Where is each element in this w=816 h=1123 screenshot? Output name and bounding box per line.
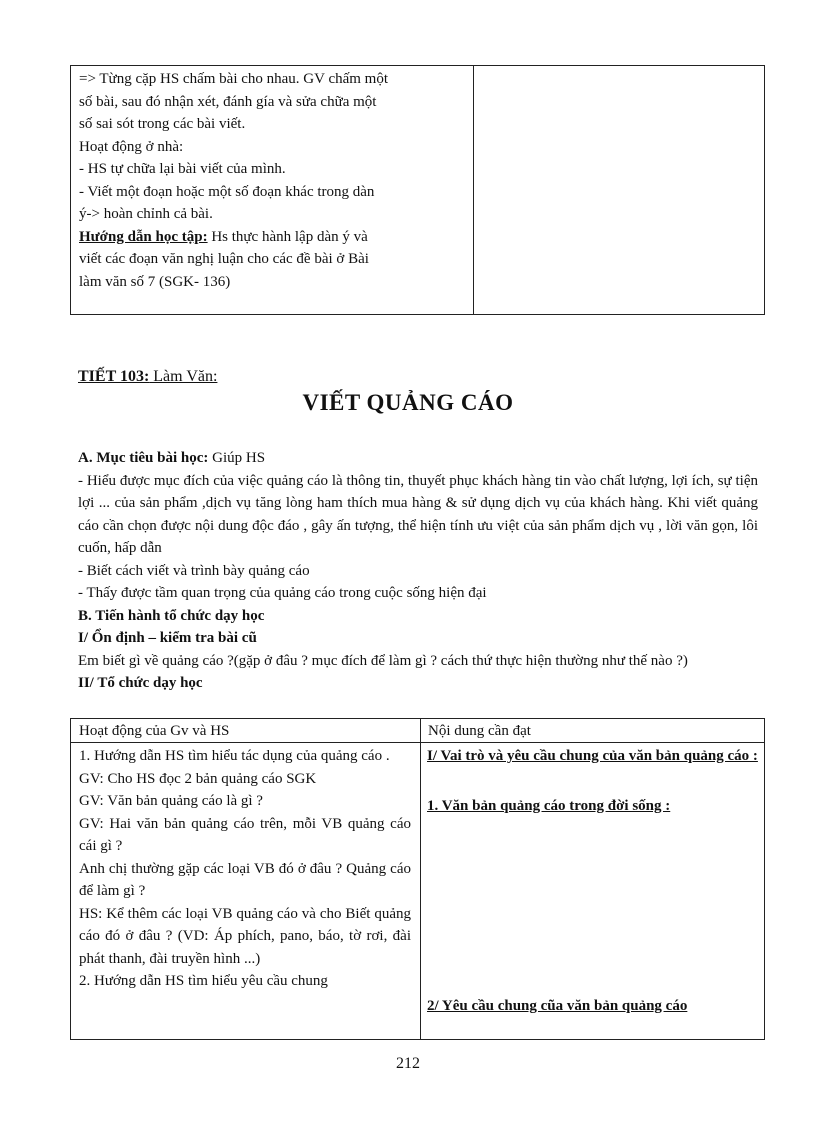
activity-paragraph: HS: Kể thêm các loại VB quảng cáo và cho Biết quảng cáo đó ở đâu ? (VD: Áp phích, pano, báo, tờ rơi, đài phát thanh, đài truyền hình ...) [79, 905, 411, 967]
column-header-activities: Hoạt động của Gv và HS [79, 723, 230, 739]
text-line: - HS tự chữa lại bài viết của mình. [79, 161, 286, 177]
text-line: => Từng cặp HS chấm bài cho nhau. GV chấm một [79, 71, 389, 87]
table-column-divider [473, 66, 474, 314]
lesson-table [70, 718, 765, 1040]
guide-label: Hướng dẫn học tập: [79, 228, 208, 245]
procedure-heading: B. Tiến hành tổ chức dạy học [78, 607, 265, 624]
guide-line [79, 226, 469, 249]
content-heading: I/ Vai trò và yêu cầu chung của văn bản quảng cáo : [427, 748, 758, 764]
page-number: 212 [396, 1055, 420, 1072]
text-line: Hoạt động ở nhà: [79, 138, 184, 155]
text-line: làm văn số 7 (SGK- 136) [79, 273, 231, 290]
text-line: viết các đoạn văn nghị luận cho các đề bài ở Bài [79, 251, 369, 267]
activity-paragraph: GV: Cho HS đọc 2 bản quảng cáo SGK [79, 770, 317, 787]
objectives-heading: A. Mục tiêu bài học: Giúp HS [78, 450, 266, 466]
lesson-subject: Làm Văn: [149, 368, 218, 385]
review-question: Em biết gì về quảng cáo ?(gặp ở đâu ? mục đích để làm gì ? cách thứ thực hiện thường như thế nào ?) [78, 652, 688, 669]
objectives-paragraph: - Hiểu được mục đích của việc quảng cáo là thông tin, thuyết phục khách hàng tin vào chất lượng, lợi ích, sự tiện lợi ... của sản phẩm ,dịch vụ tăng lòng ham thích mua hàng & sử dụng dịch vụ của khách hàng. Khi viết quảng cáo cần chọn được nội dung độc đáo , gây ấn tượng, thể hiện tính ưu việt của sản phẩm dịch vụ , lời văn gọn, lôi cuốn, hấp dẫn [78, 472, 758, 556]
content-subheading: 2/ Yêu cầu chung cũa văn bản quảng cáo [427, 998, 688, 1014]
table-column-divider [420, 719, 421, 1039]
lesson-body [78, 447, 758, 695]
lesson-label: TIẾT 103: [78, 368, 150, 385]
objectives-item: - Biết cách viết và trình bày quảng cáo [78, 562, 310, 579]
lesson-header [78, 366, 217, 389]
content-subheading: 1. Văn bản quảng cáo trong đời sống : [427, 798, 671, 814]
activities-cell [79, 745, 411, 993]
column-header-content: Nội dung cần đạt [428, 723, 531, 739]
activity-paragraph: 1. Hướng dẫn HS tìm hiểu tác dụng của quảng cáo . [79, 748, 390, 764]
section-heading: I/ Ổn định – kiểm tra bài cũ [78, 630, 257, 646]
objectives-item: - Thấy được tầm quan trọng của quảng cáo trong cuộc sống hiện đại [78, 585, 487, 601]
text-line: - Viết một đoạn hoặc một số đoạn khác trong dàn [79, 183, 375, 200]
top-table-left-cell [79, 68, 469, 293]
text-line: số bài, sau đó nhận xét, đánh gía và sửa chữa một [79, 93, 377, 110]
activity-paragraph: GV: Hai văn bản quảng cáo trên, mỗi VB quảng cáo cái gì ? [79, 815, 411, 854]
top-table [70, 65, 765, 315]
text-line: số sai sót trong các bài viết. [79, 116, 246, 132]
guide-text: Hs thực hành lập dàn ý và [207, 228, 368, 245]
activity-paragraph: Anh chị thường gặp các loại VB đó ở đâu ? Quảng cáo để làm gì ? [79, 860, 411, 899]
activity-paragraph: GV: Văn bản quảng cáo là gì ? [79, 793, 263, 809]
section-heading: II/ Tổ chức dạy học [78, 675, 203, 691]
activity-paragraph: 2. Hướng dẫn HS tìm hiểu yêu cầu chung [79, 973, 328, 989]
text-line: ý-> hoàn chỉnh cả bài. [79, 206, 213, 222]
page-title: VIẾT QUẢNG CÁO [302, 390, 514, 415]
